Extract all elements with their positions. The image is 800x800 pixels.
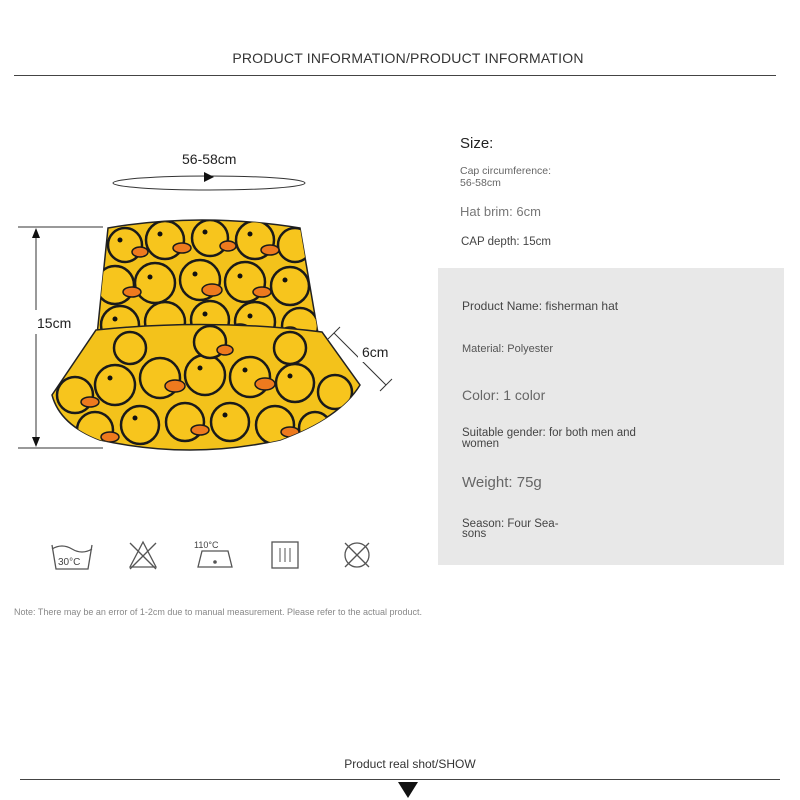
no-tumble-dry-icon [345,543,369,567]
cap-circumference-value: 56-58cm [460,177,501,189]
cap-circumference-label: Cap circumference: [460,165,552,177]
cap-circumference [460,165,600,189]
height-arrow-bottom [32,437,40,447]
hat-brim-spec: Hat brim: 6cm [460,204,541,219]
no-bleach-icon [130,542,156,569]
product-season: Season: Four Sea-sons [462,518,559,540]
down-arrow-icon [398,782,418,798]
circumference-label: 56-58cm [182,151,237,167]
iron-temp-label: 110°C [194,540,219,550]
wash-30-icon [52,545,92,569]
hat-brim [52,324,360,450]
cap-depth-spec: CAP depth: 15cm [461,236,551,248]
hat-illustration [0,130,440,470]
footer-title: Product real shot/SHOW [344,757,476,771]
size-heading: Size: [460,135,494,152]
header-divider [14,75,776,76]
product-material: Material: Polyester [462,343,554,355]
dry-flat-icon [272,542,298,568]
product-info-panel [438,268,784,565]
care-icons [40,535,380,585]
iron-110-icon [194,540,232,567]
footer-divider [20,779,780,780]
height-label: 15cm [37,315,72,331]
circumference-arrow [204,172,214,182]
product-color: Color: 1 color [462,387,546,403]
product-weight: Weight: 75g [462,474,542,491]
product-gender: Suitable gender: for both men and women [462,427,636,450]
product-name: Product Name: fisherman hat [462,299,619,313]
height-arrow-top [32,228,40,238]
header-title: PRODUCT INFORMATION/PRODUCT INFORMATION [232,50,584,66]
wash-temp-label: 30°C [58,557,81,568]
measurement-note: Note: There may be an error of 1-2cm due to manual measurement. Please refer to the actual product. [14,607,423,617]
brim-label: 6cm [362,344,389,360]
